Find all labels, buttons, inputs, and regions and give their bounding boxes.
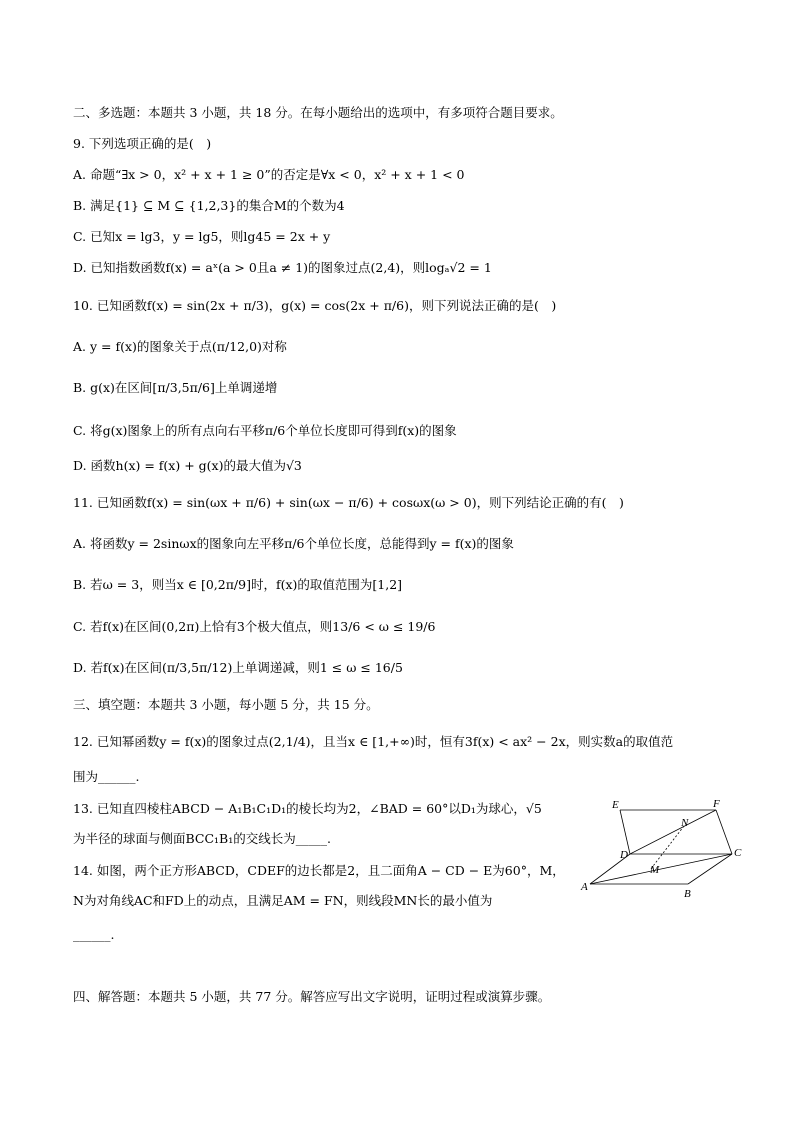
q13-line-2: 为半径的球面与侧面BCC₁B₁的交线长为_____. <box>73 831 331 846</box>
q11-option-a: A. 将函数y = 2sinωx的图象向左平移π/6个单位长度，总能得到y = f(x)的图象 <box>73 536 514 551</box>
label-b: B <box>684 888 691 900</box>
q11-option-b: B. 若ω = 3，则当x ∈ [0,2π/9]时，f(x)的取值范围为[1,2] <box>73 577 403 592</box>
q12-line-2: 围为______. <box>73 769 140 784</box>
q9-stem: 9. 下列选项正确的是( ) <box>73 136 212 151</box>
q10-option-c: C. 将g(x)图象上的所有点向右平移π/6个单位长度即可得到f(x)的图象 <box>73 423 457 438</box>
q9-option-c: C. 已知x = lg3，y = lg5，则lg45 = 2x + y <box>73 229 331 244</box>
q9-option-b: B. 满足{1} ⊆ M ⊆ {1,2,3}的集合M的个数为4 <box>73 198 345 213</box>
q9-option-a: A. 命题“∃x > 0，x² + x + 1 ≥ 0”的否定是∀x < 0，x² + x + 1 < 0 <box>73 167 465 182</box>
label-c: C <box>734 847 742 859</box>
q12-line-1: 12. 已知幂函数y = f(x)的图象过点(2,1/4)，且当x ∈ [1,+∞)时，恒有3f(x) < ax² − 2x，则实数a的取值范 <box>73 734 674 749</box>
edge-ed <box>620 810 630 854</box>
q11-option-c: C. 若f(x)在区间(0,2π)上恰有3个极大值点，则13/6 < ω ≤ 19/6 <box>73 619 436 634</box>
edge-fc <box>716 810 732 854</box>
q9-option-d: D. 已知指数函数f(x) = aˣ(a > 0且a ≠ 1)的图象过点(2,4)，则logₐ√2 = 1 <box>73 260 492 275</box>
q10-option-d: D. 函数h(x) = f(x) + g(x)的最大值为√3 <box>73 458 302 473</box>
label-a: A <box>581 881 588 893</box>
section-solution-heading: 四、解答题：本题共 5 小题，共 77 分。解答应写出文字说明，证明过程或演算步骤。 <box>73 989 551 1004</box>
q13-line-1: 13. 已知直四棱柱ABCD − A₁B₁C₁D₁的棱长均为2，∠BAD = 60°以D₁为球心，√5 <box>73 801 542 816</box>
diagonal-fd <box>630 810 716 854</box>
label-d: D <box>620 849 628 861</box>
section-fill-blank-heading: 三、填空题：本题共 3 小题，每小题 5 分，共 15 分。 <box>73 697 379 712</box>
label-n: N <box>681 817 689 829</box>
label-m: M <box>650 864 660 876</box>
label-f: F <box>713 798 720 810</box>
section-multi-choice-heading: 二、多选题：本题共 3 小题，共 18 分。在每小题给出的选项中，有多项符合题目要求。 <box>73 105 563 120</box>
q10-option-a: A. y = f(x)的图象关于点(π/12,0)对称 <box>73 339 287 354</box>
q10-stem: 10. 已知函数f(x) = sin(2x + π/3)，g(x) = cos(2x + π/6)，则下列说法正确的是( ) <box>73 298 557 313</box>
label-e: E <box>612 799 619 811</box>
q11-option-d: D. 若f(x)在区间(π/3,5π/12)上单调递减，则1 ≤ ω ≤ 16/5 <box>73 660 403 675</box>
q11-stem: 11. 已知函数f(x) = sin(ωx + π/6) + sin(ωx − π/6) + cosωx(ω > 0)，则下列结论正确的有( ) <box>73 495 624 510</box>
q14-line-1: 14. 如图，两个正方形ABCD，CDEF的边长都是2，且二面角A − CD − E为60°，M， <box>73 863 565 878</box>
q14-line-3: ______. <box>73 927 115 942</box>
q14-line-2: N为对角线AC和FD上的动点，且满足AM = FN，则线段MN长的最小值为 <box>73 893 493 908</box>
q10-option-b: B. g(x)在区间[π/3,5π/6]上单调递增 <box>73 380 278 395</box>
q14-geometry-figure <box>580 796 760 908</box>
